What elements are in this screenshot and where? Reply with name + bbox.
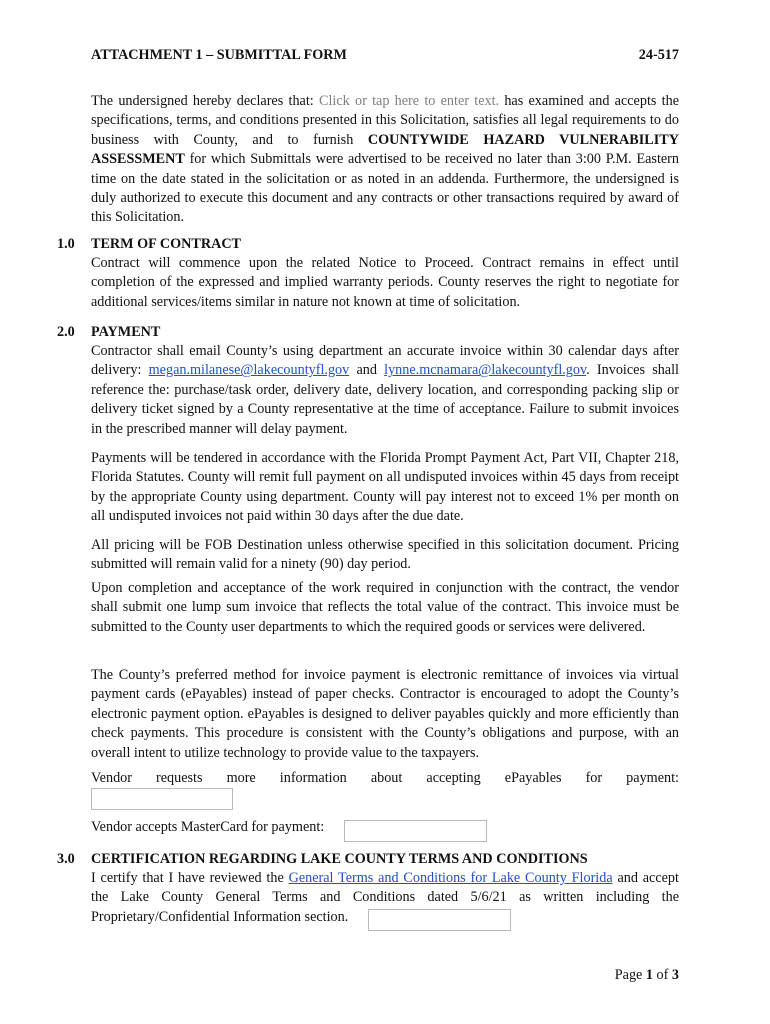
declaration-paragraph xyxy=(91,92,679,228)
form-title: ATTACHMENT 1 – SUBMITTAL FORM xyxy=(91,47,347,63)
word: ePayables xyxy=(504,770,562,786)
word: Vendor xyxy=(91,770,132,786)
page-number xyxy=(615,966,679,985)
fob-paragraph: All pricing will be FOB Destination unless otherwise specified in this solicitation document. Pricing submitted will remain valid for a ninety (90) day period. xyxy=(91,537,679,573)
of-label: of xyxy=(652,967,672,983)
section-3-number: 3.0 xyxy=(57,851,75,867)
document-header xyxy=(91,46,679,65)
section-2-number: 2.0 xyxy=(57,324,75,340)
word: information xyxy=(279,770,347,786)
project-name: COUNTYWIDE HAZARD VULNERABILITY ASSESSMENT xyxy=(91,131,679,168)
word: about xyxy=(370,770,403,786)
declaration-text-end: for which Submittals were advertised to be received no later than 3:00 P.M. Eastern time on the date stated in the solicitation or as noted in an addenda. Furthermore, the undersigned is duly authorized to execute this document and any contracts or other transactions required by award of this Solicitation. xyxy=(91,151,679,226)
word: accepting xyxy=(426,770,481,786)
section-3-title: CERTIFICATION REGARDING LAKE COUNTY TERMS AND CONDITIONS xyxy=(91,851,588,867)
certification-text: I certify that I have reviewed the xyxy=(91,870,289,886)
lump-sum-paragraph: Upon completion and acceptance of the work required in conjunction with the contract, the vendor shall submit one lump sum invoice that reflects the total value of the contract. This invoice must be submitted to the County user departments to which the required goods or services were delivered. xyxy=(91,580,679,635)
invoice-text: Contractor shall email County’s using department an accurate invoice within 30 calendar days after delivery: xyxy=(91,343,679,379)
certification-text-end: and accept the Lake County General Terms and Conditions dated 5/6/21 as written including the Proprietary/Confidential Information section. xyxy=(91,870,679,925)
email-link-lynne[interactable]: lynne.mcnamara@lakecountyfl.gov xyxy=(384,362,587,379)
declaration-text-mid: has examined and accepts the specifications, terms, and conditions presented in this Solicitation, satisfies all legal requirements to do business with County, and to furnish xyxy=(91,93,680,148)
epayables-info-input[interactable] xyxy=(91,788,233,810)
email-link-megan[interactable]: megan.milanese@lakecountyfl.gov xyxy=(148,362,350,379)
page-label: Page xyxy=(614,967,646,983)
word: requests xyxy=(156,770,203,786)
solicitation-number: 24-517 xyxy=(638,47,679,63)
general-terms-link[interactable]: General Terms and Conditions for Lake County Florida xyxy=(288,870,613,886)
payment-invoice-paragraph xyxy=(91,342,679,439)
epayables-paragraph: The County’s preferred method for invoice payment is electronic remittance of invoices via virtual payment cards (ePayables) instead of paper checks. Contractor is encouraged to adopt the County’s electronic payment option. ePayables is designed to deliver payables quickly and more efficiently than check payments. This procedure is consistent with the County’s obligations and purpose, with an overall intent to utilize technology to provide value to the taxpayers. xyxy=(91,667,679,761)
and-text: and xyxy=(349,362,385,379)
mastercard-input[interactable] xyxy=(344,820,487,842)
declaration-text: The undersigned hereby declares that: xyxy=(91,93,319,109)
word: more xyxy=(226,770,256,786)
certification-input[interactable] xyxy=(368,909,511,931)
epayables-request-label xyxy=(91,769,679,788)
mastercard-label: Vendor accepts MasterCard for payment: xyxy=(91,819,325,835)
section-1-title: TERM OF CONTRACT xyxy=(91,236,242,252)
word: for xyxy=(585,770,603,786)
vendor-name-input[interactable]: Click or tap here to enter text. xyxy=(319,93,500,109)
section-2-title: PAYMENT xyxy=(91,324,161,340)
section-1-text: Contract will commence upon the related Notice to Proceed. Contract remains in effect until completion of the expressed and implied warranty periods. County reserves the right to negotiate for additional services/items similar in nature not known at time of solicitation. xyxy=(91,255,679,310)
current-page: 1 xyxy=(645,967,653,983)
word: payment: xyxy=(626,770,679,786)
prompt-payment-paragraph: Payments will be tendered in accordance with the Florida Prompt Payment Act, Part VII, Chapter 218, Florida Statutes. County will remit full payment on all undisputed invoices within 45 days from receipt by the appropriate County using department. County will pay interest not to exceed 1% per month on all undisputed invoices not paid within 30 days after the due date. xyxy=(91,450,679,525)
invoice-text-end: . Invoices shall reference the: purchase/task order, delivery date, delivery location, and corresponding packing slip or delivery ticket signed by a County representative at the time of acceptance. Failure to submit invoices in the prescribed manner will delay payment. xyxy=(91,362,679,437)
section-1-number: 1.0 xyxy=(57,236,75,252)
total-pages: 3 xyxy=(671,967,679,983)
